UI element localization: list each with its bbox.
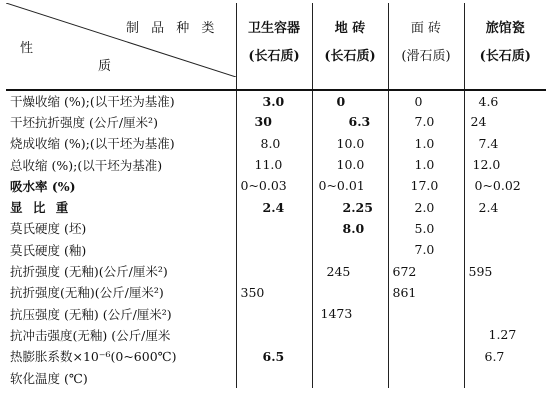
table-row [6,239,546,260]
header-row [6,3,546,90]
cell: 30 [236,111,312,132]
row-label: 莫氏硬度 (釉) [10,242,87,258]
cell: 10.0 [312,133,388,154]
cell [312,367,388,388]
cell: 24 [464,111,546,132]
cell: 2.25 [312,196,388,217]
cell [236,239,312,260]
cell: 7.0 [388,239,464,260]
cell: 8.0 [236,133,312,154]
table-row [6,260,546,281]
cell [388,367,464,388]
cell: 0 [388,90,464,111]
col-header-1: 卫生容器 (长石质) [236,3,312,90]
cell [388,303,464,324]
cell: 0~0.02 [464,175,546,196]
row-label: 干坯抗折强度 (公斤/厘米²) [10,114,158,130]
table-row [6,133,546,154]
cell: 350 [236,282,312,303]
cell: 861 [388,282,464,303]
cell [464,239,546,260]
cell: 11.0 [236,154,312,175]
col-header-3: 面 砖 (滑石质) [388,3,464,90]
cell: 8.0 [312,218,388,239]
cell: 0~0.03 [236,175,312,196]
cell: 7.0 [388,111,464,132]
row-label: 热膨胀系数×10⁻⁶(0~600℃) [10,349,177,365]
cell: 3.0 [236,90,312,111]
cell: 2.0 [388,196,464,217]
cell: 1.0 [388,133,464,154]
row-label: 显 比 重 [10,200,72,216]
cell [236,367,312,388]
properties-table [6,3,546,388]
cell: 10.0 [312,154,388,175]
diagonal-line [6,3,236,77]
cell: 595 [464,260,546,281]
cell [312,346,388,367]
cell [464,282,546,303]
table-row [6,90,546,111]
cell: 17.0 [388,175,464,196]
table-row [6,346,546,367]
cell [464,367,546,388]
table-row [6,282,546,303]
row-label: 抗冲击强度(无釉) (公斤/厘米 [10,327,171,343]
row-label: 吸水率 (%) [10,178,76,194]
table-row [6,218,546,239]
cell: 1473 [312,303,388,324]
cell [388,346,464,367]
cell: 1.27 [464,324,546,345]
table-row [6,175,546,196]
corner-left-label: 性 [20,41,34,56]
row-label: 抗折强度 (无釉)(公斤/厘米²) [10,264,168,280]
cell [312,282,388,303]
row-label: 抗折强度(无釉)(公斤/厘米²) [10,285,164,301]
table-row [6,196,546,217]
col-header-4: 旅馆瓷 (长石质) [464,3,546,90]
cell: 6.3 [312,111,388,132]
table-row [6,324,546,345]
cell: 4.6 [464,90,546,111]
cell: 6.5 [236,346,312,367]
table-row [6,303,546,324]
cell [388,324,464,345]
table-row [6,367,546,388]
row-label: 烧成收缩 (%);(以干坯为基准) [10,136,175,152]
cell: 0~0.01 [312,175,388,196]
cell: 5.0 [388,218,464,239]
cell [464,218,546,239]
cell: 2.4 [464,196,546,217]
cell [312,324,388,345]
corner-cell [6,3,236,90]
cell: 2.4 [236,196,312,217]
row-label: 莫氏硬度 (坯) [10,221,87,237]
row-label: 总收缩 (%);(以干坯为基准) [10,157,163,173]
cell: 1.0 [388,154,464,175]
corner-mid-label: 质 [98,59,112,74]
row-label: 抗压强度 (无釉) (公斤/厘米²) [10,306,172,322]
cell: 12.0 [464,154,546,175]
row-label: 软化温度 (℃) [10,370,88,386]
cell: 245 [312,260,388,281]
cell [236,303,312,324]
row-label: 干燥收缩 (%);(以干坯为基准) [10,94,175,110]
cell [236,218,312,239]
cell [464,303,546,324]
cell: 672 [388,260,464,281]
table-row [6,154,546,175]
cell: 7.4 [464,133,546,154]
cell [236,324,312,345]
cell: 0 [312,90,388,111]
cell [312,239,388,260]
col-header-2: 地 砖 (长石质) [312,3,388,90]
table-row [6,111,546,132]
corner-top-label: 制 品 种 类 [126,21,219,36]
cell: 6.7 [464,346,546,367]
cell [236,260,312,281]
